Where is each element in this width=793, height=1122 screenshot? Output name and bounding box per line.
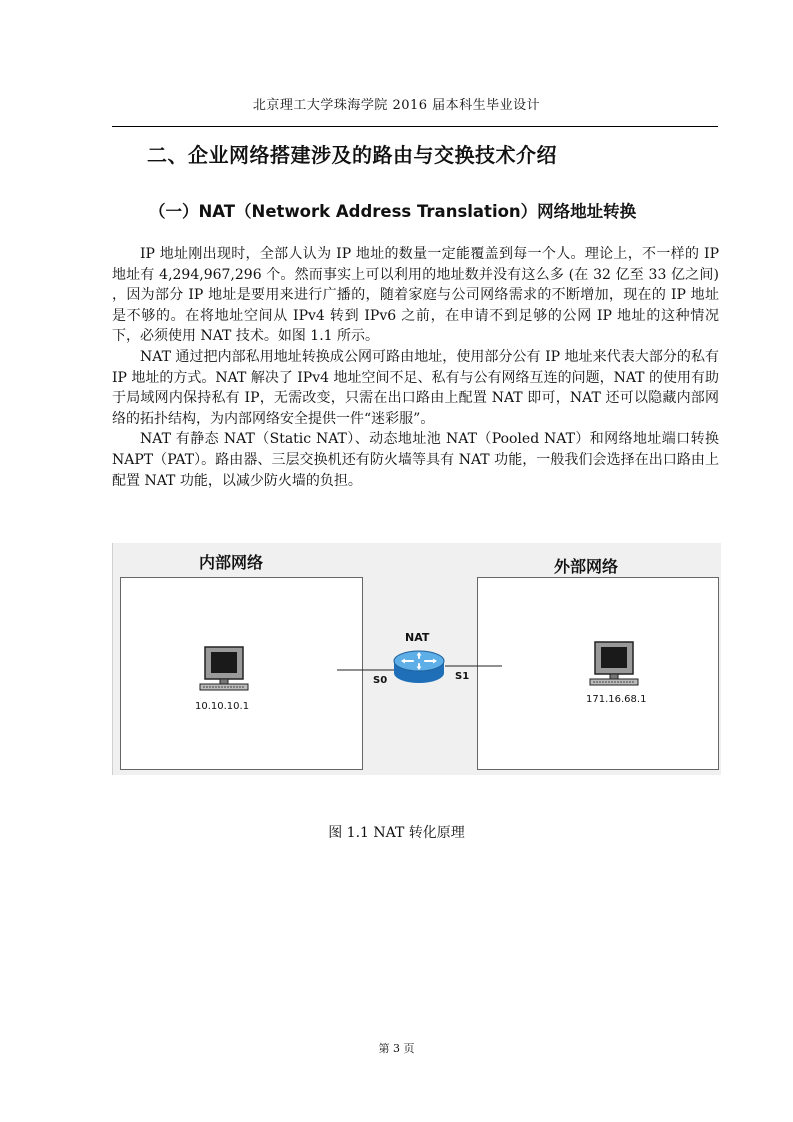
port-s1-label: S1 <box>455 671 470 682</box>
section-title: 二、企业网络搭建涉及的路由与交换技术介绍 <box>147 143 557 167</box>
paragraph: NAT 有静态 NAT（Static NAT）、动态地址池 NAT（Pooled NAT）和网络地址端口转换 NAPT（PAT）。路由器、三层交换机还有防火墙等具有 NAT 功能，一般我们会选择在出口路由上配置 NAT 功能，以减少防火墙的负担。 <box>112 431 719 489</box>
router-label: NAT <box>405 631 430 644</box>
paragraph: NAT 通过把内部私用地址转换成公网可路由地址，使用部分公有 IP 地址来代表大部分的私有 IP 地址的方式。NAT 解决了 IPv4 地址空间不足、私有与公有网络互连的问题，NAT 的使用有助于局域网内保持私有 IP，无需改变，只需在出口路由上配置 NAT 即可，NAT 还可以隐藏内部网络的拓扑结构，为内部网络安全提供一件“迷彩服”。 <box>112 348 719 427</box>
nat-diagram <box>112 543 721 775</box>
outside-network-label: 外部网络 <box>554 557 619 576</box>
inside-ip-label: 10.10.10.1 <box>195 701 250 712</box>
router-icon <box>391 649 447 685</box>
inside-network-label: 内部网络 <box>199 553 264 572</box>
paragraph: IP 地址刚出现时，全部人认为 IP 地址的数量一定能覆盖到每一个人。理论上，不一样的 IP 地址有 4,294,967,296 个。然而事实上可以利用的地址数并没有这么多 (在 32 亿至 33 亿之间) ，因为部分 IP 地址是要用来进行广播的，随着家庭与公司网络需求的不断增加，现在的 IP 地址是不够的。在将地址空间从 IPv4 转到 IPv6 之前，在申请不到足够的公网 IP 地址的这种情况下，必须使用 NAT 技术。如图 1.1 所示。 <box>112 246 719 345</box>
running-header: 北京理工大学珠海学院 2016 届本科生毕业设计 <box>252 98 541 113</box>
port-s0-label: S0 <box>373 675 388 686</box>
outside-ip-label: 171.16.68.1 <box>586 694 647 705</box>
figure-caption: 图 1.1 NAT 转化原理 <box>328 825 465 841</box>
header-rule <box>112 126 718 127</box>
body-text <box>112 244 719 491</box>
subsection-title: （一）NAT（Network Address Translation）网络地址转换 <box>149 202 637 221</box>
page-number: 第 3 页 <box>378 1042 415 1055</box>
